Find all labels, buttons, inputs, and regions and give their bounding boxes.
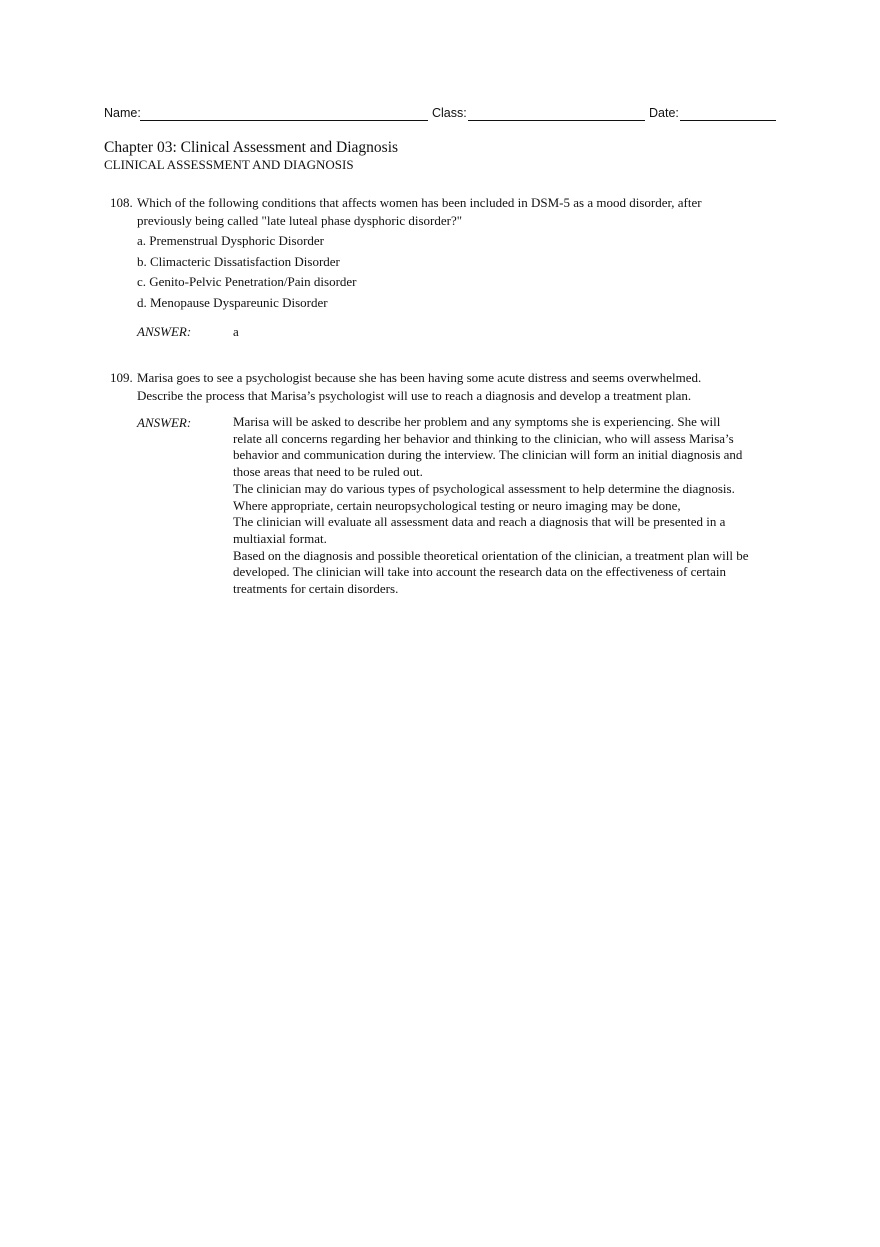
answer-line: Based on the diagnosis and possible theoretical orientation of the clinician, a treatment plan will be [233, 547, 749, 563]
name-label: Name: [104, 106, 141, 120]
question-stem-line: Describe the process that Marisa’s psychologist will use to reach a diagnosis and develop a treatment plan. [137, 387, 692, 403]
choice-a: a. Premenstrual Dysphoric Disorder [137, 233, 325, 248]
answer-line: multiaxial format. [233, 530, 327, 546]
answer-row [137, 323, 776, 341]
date-blank-line [680, 120, 776, 121]
answer-label: ANSWER: [137, 324, 192, 339]
question-number: 109. [110, 370, 133, 385]
name-blank-line [140, 120, 428, 121]
answer-row [137, 414, 776, 598]
question-109 [104, 369, 776, 598]
answer-line: The clinician may do various types of psychological assessment to help determine the diagnosis. [233, 480, 735, 496]
answer-text [233, 414, 778, 598]
date-label: Date: [649, 106, 679, 120]
class-blank-line [468, 120, 645, 121]
choice-c: c. Genito-Pelvic Penetration/Pain disorder [137, 274, 357, 289]
answer-line: Marisa will be asked to describe her problem and any symptoms she is experiencing. She will [233, 414, 721, 429]
question-108 [104, 194, 776, 341]
question-stem [137, 194, 769, 229]
class-label: Class: [432, 106, 467, 120]
answer-line: developed. The clinician will take into account the research data on the effectiveness of certain [233, 564, 726, 580]
answer-line: treatments for certain disorders. [233, 581, 399, 597]
choice-b: b. Climacteric Dissatisfaction Disorder [137, 253, 340, 269]
question-stem-line: previously being called "late luteal phase dysphoric disorder?" [137, 212, 463, 228]
answer-line: The clinician will evaluate all assessment data and reach a diagnosis that will be presented in a [233, 514, 726, 530]
question-stem [137, 369, 769, 404]
answer-line: behavior and communication during the interview. The clinician will form an initial diagnosis and [233, 447, 743, 463]
answer-line: Where appropriate, certain neuropsychological testing or neuro imaging may be done, [233, 497, 681, 513]
chapter-title: Chapter 03: Clinical Assessment and Diagnosis [104, 139, 399, 156]
student-info-header [104, 104, 776, 122]
choice-d: d. Menopause Dyspareunic Disorder [137, 294, 328, 310]
question-stem-line: Which of the following conditions that affects women has been included in DSM-5 as a mood disorder, after [137, 195, 702, 210]
answer-label: ANSWER: [137, 415, 192, 430]
question-number: 108. [110, 195, 133, 210]
question-stem-line: Marisa goes to see a psychologist because she has been having some acute distress and seems overwhelmed. [137, 370, 702, 385]
chapter-subtitle: CLINICAL ASSESSMENT AND DIAGNOSIS [104, 157, 354, 172]
answer-value: a [233, 324, 239, 339]
answer-line: those areas that need to be ruled out. [233, 464, 423, 480]
answer-line: relate all concerns regarding her behavior and thinking to the clinician, who will assess Marisa’s [233, 430, 734, 446]
answer-choices [137, 231, 776, 313]
